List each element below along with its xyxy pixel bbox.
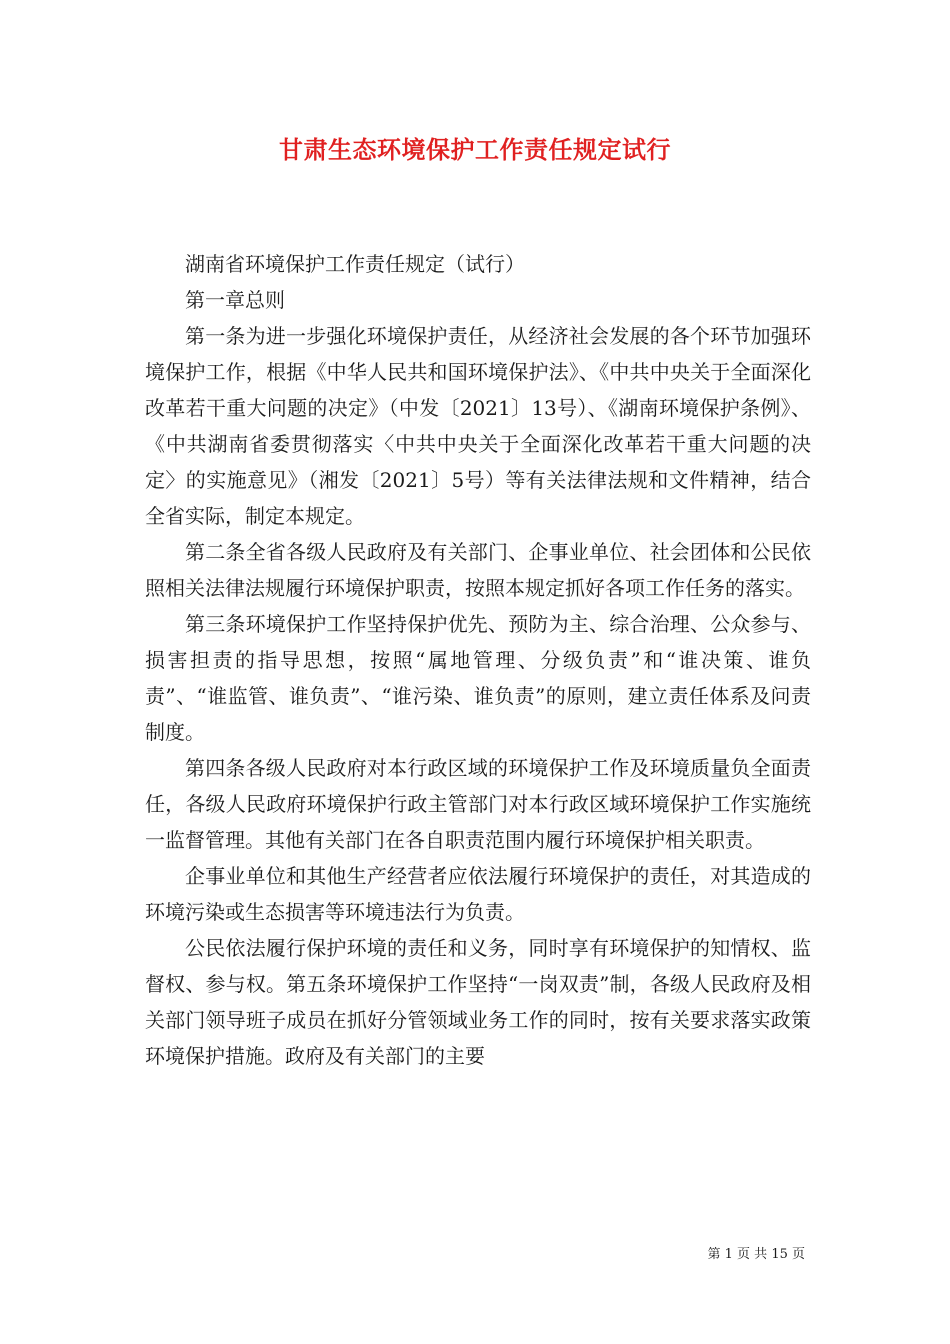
paragraph-article-2: 第二条全省各级人民政府及有关部门、企事业单位、社会团体和公民依照相关法律法规履行环境保护职责，按照本规定抓好各项工作任务的落实。: [145, 540, 811, 600]
paragraph-citizens-article-5: 公民依法履行保护环境的责任和义务，同时享有环境保护的知情权、监督权、参与权。第五条环境保护工作坚持“一岗双责”制，各级人民政府及相关部门领导班子成员在抓好分管领域业务工作的同时，按有关要求落实政策环境保护措施。政府及有关部门的主要: [145, 936, 811, 1068]
document-title: 甘肃生态环境保护工作责任规定试行: [279, 135, 671, 164]
document-body: [145, 246, 811, 1074]
paragraph-chapter-heading: 第一章总则: [185, 288, 285, 312]
paragraph-heading-doc: 湖南省环境保护工作责任规定（试行）: [185, 252, 525, 276]
paragraph-enterprises: 企事业单位和其他生产经营者应依法履行环境保护的责任，对其造成的环境污染或生态损害等环境违法行为负责。: [145, 864, 811, 924]
paragraph-article-4: 第四条各级人民政府对本行政区域的环境保护工作及环境质量负全面责任，各级人民政府环境保护行政主管部门对本行政区域环境保护工作实施统一监督管理。其他有关部门在各自职责范围内履行环境保护相关职责。: [145, 756, 811, 852]
paragraph-article-1: 第一条为进一步强化环境保护责任，从经济社会发展的各个环节加强环境保护工作，根据《中华人民共和国环境保护法》、《中共中央关于全面深化改革若干重大问题的决定》（中发〔2021〕13号）、《湖南环境保护条例》、《中共湖南省委贯彻落实〈中共中央关于全面深化改革若干重大问题的决定〉的实施意见》（湘发〔2021〕5号）等有关法律法规和文件精神，结合全省实际，制定本规定。: [145, 324, 811, 528]
paragraph-article-3: 第三条环境保护工作坚持保护优先、预防为主、综合治理、公众参与、损害担责的指导思想，按照“属地管理、分级负责”和“谁决策、谁负责”、“谁监管、谁负责”、“谁污染、谁负责”的原则，建立责任体系及问责制度。: [145, 612, 811, 744]
page-number: 第 1 页 共 15 页: [707, 1247, 805, 1262]
